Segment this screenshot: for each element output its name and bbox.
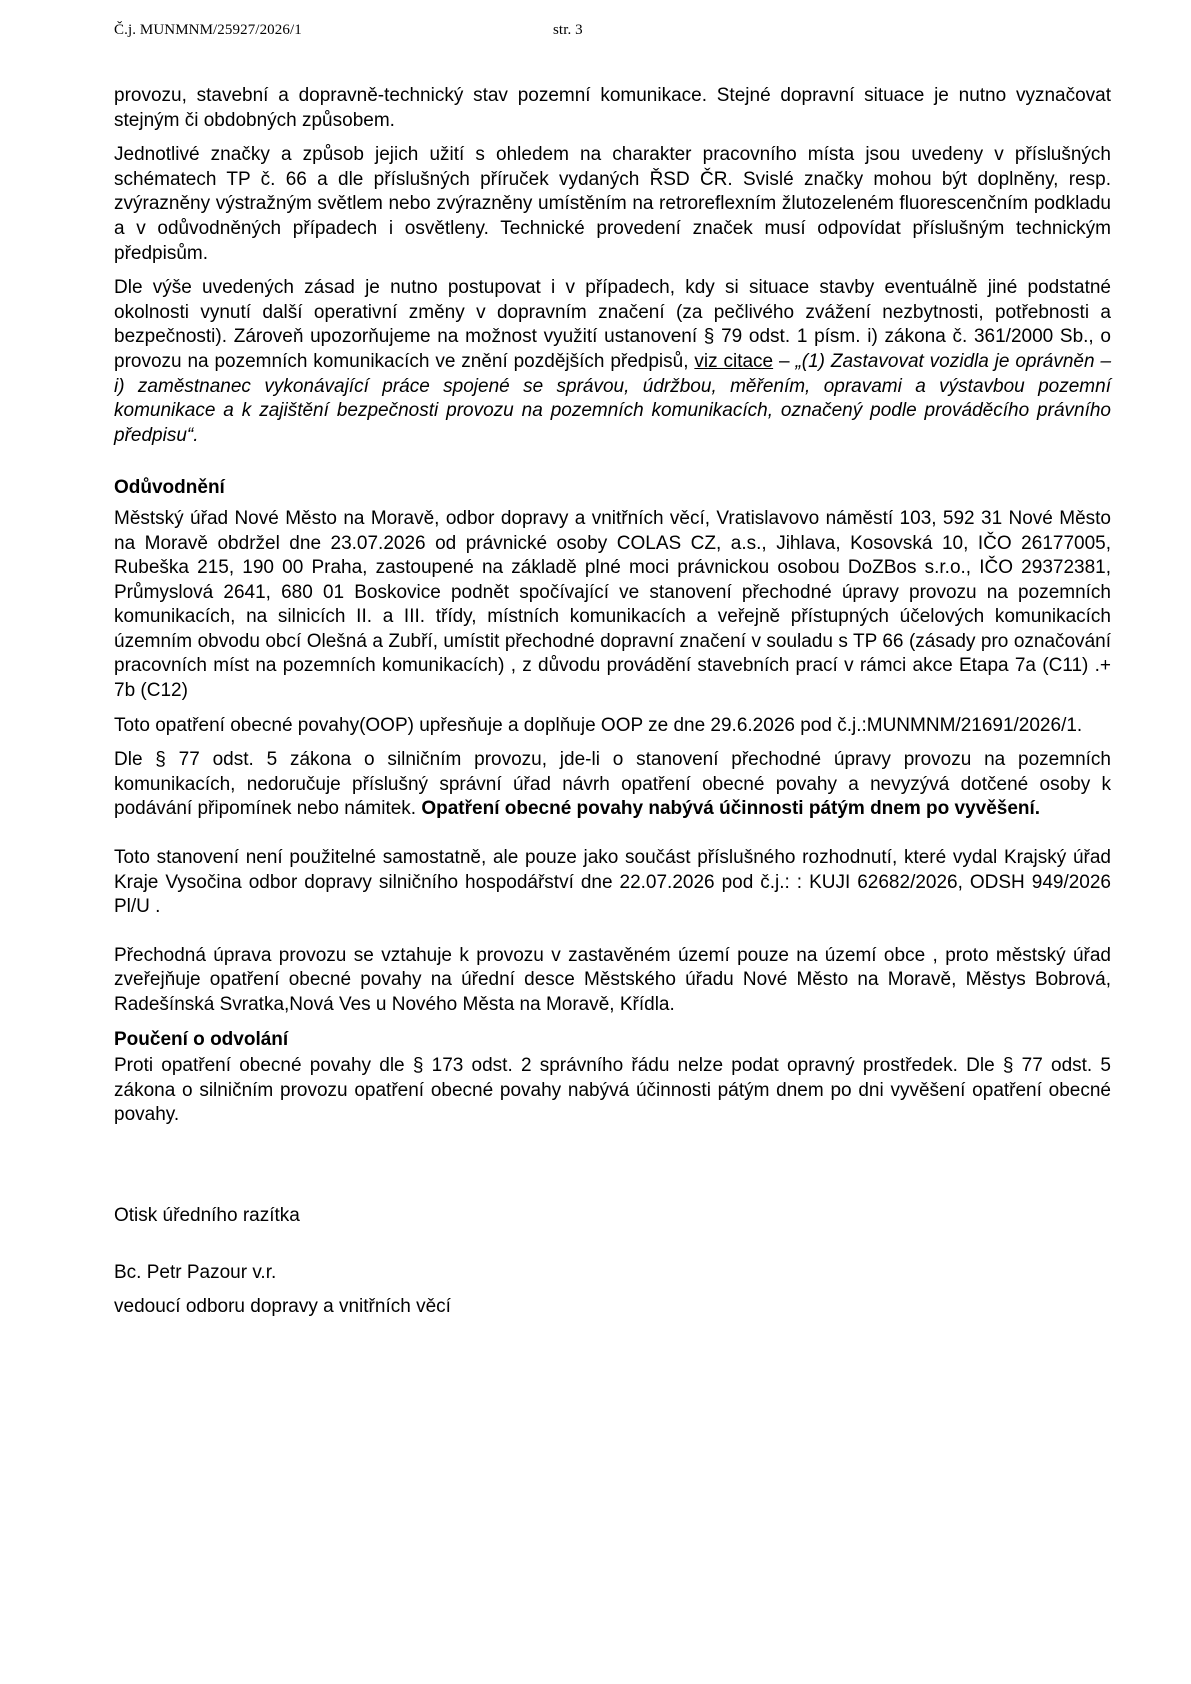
stamp-placeholder: Otisk úředního razítka bbox=[114, 1204, 300, 1226]
law-text: Dle § 77 odst. 5 zákona o silničním provozu, jde-li o stanovení přechodné úpravy provozu na pozemních komunikacích, nedoručuje příslušný správní úřad návrh opatření obecné povahy a nevyzývá dotčené osoby k podávání připomínek nebo námitek. bbox=[114, 749, 1111, 820]
signatory-name: Bc. Petr Pazour v.r. bbox=[114, 1261, 277, 1283]
citation-quote: „(1) Zastavovat vozidla je oprávněn – i) zaměstnanec vykonávající práce spojené se správou, údržbou, měřením, opravami a výstavbou pozemní komunikace a k zajištění bezpečnosti provozu na pozemních komunikacích, označený podle prováděcího právního předpisu“. bbox=[114, 350, 1112, 446]
paragraph-signs-usage: Jednotlivé značky a způsob jejich užití s ohledem na charakter pracovního místa jsou uvedeny v příslušných schématech TP č. 66 a dle příslušných příruček vydaných ŘSD ČR. Svislé značky mohou být doplněny, resp. zvýrazněny výstražným světlem nebo zvýrazněny umístěním na retroreflexním žlutozeleném fluorescenčním podkladu a v odůvodněných případech i osvětleny. Technické provedení značek musí odpovídat příslušným technickým předpisům. bbox=[114, 144, 1111, 264]
citation-link[interactable]: viz citace bbox=[694, 350, 774, 372]
paragraph-publication: Přechodná úprava provozu se vztahuje k provozu v zastavěném území pouze na území obce , proto městský úřad zveřejňuje opatření obecné povahy na úřední desce Městského úřadu Nové Město na Moravě, Městys Bobrová, Radešínská Svratka,Nová Ves u Nového Města na Moravě, Křídla. bbox=[114, 944, 1111, 1015]
paragraph-appeal: Proti opatření obecné povahy dle § 173 odst. 2 správního řádu nelze podat opravný prostředek. Dle § 77 odst. 5 zákona o silničním provozu opatření obecné povahy nabývá účinnosti pátým dnem po dni vyvěšení opatření obecné povahy. bbox=[114, 1055, 1111, 1126]
document-reference: Č.j. MUNMNM/25927/2026/1 bbox=[114, 22, 302, 38]
document-body bbox=[114, 84, 1111, 1330]
principles-text: Dle výše uvedených zásad je nutno postupovat i v případech, kdy si situace stavby eventuálně jiné podstatné okolnosti vynutí další operativní změny v dopravním značení (za pečlivého zvážení nezbytnosti, potřebnosti a bezpečnosti). Zároveň upozorňujeme na možnost využití ustanovení § 79 odst. 1 písm. i) zákona č. 361/2000 Sb., o provozu na pozemních komunikacích ve znění pozdějších předpisů, bbox=[114, 277, 1111, 372]
effectiveness-notice: Opatření obecné povahy nabývá účinnosti pátým dnem po vyvěšení. bbox=[421, 798, 1041, 820]
citation-dash: – bbox=[773, 350, 796, 372]
paragraph-justification-law bbox=[114, 748, 1111, 822]
paragraph-justification-oop: Toto opatření obecné povahy(OOP) upřesňuje a doplňuje OOP ze dne 29.6.2026 pod č.j.:MUNMNM/21691/2026/1. bbox=[114, 714, 1083, 736]
paragraph-justification-request: Městský úřad Nové Město na Moravě, odbor dopravy a vnitřních věcí, Vratislavovo náměstí 103, 592 31 Nové Město na Moravě obdržel dne 23.07.2026 od právnické osoby COLAS CZ, a.s., Jihlava, Kosovská 10, IČO 26177005, Rubeška 215, 190 00 Praha, zastoupené na základě plné moci právnickou osobou DoZBos s.r.o., IČO 29372381, Průmyslová 2641, 680 01 Boskovice podnět spočívající ve stanovení přechodné úpravy provozu na pozemních komunikacích, na silnicích II. a III. třídy, místních komunikacích a veřejně přístupných účelových komunikacích územním obvodu obcí Olešná a Zubří, umístit přechodné dopravní značení v souladu s TP 66 (zásady pro označování pracovních míst na pozemních komunikacích) , z důvodu provádění stavebních prací v rámci akce Etapa 7a (C11) .+ 7b (C12) bbox=[114, 507, 1111, 702]
signatory-title: vedoucí odboru dopravy a vnitřních věcí bbox=[114, 1296, 451, 1318]
paragraph-traffic-situations: provozu, stavební a dopravně-technický stav pozemní komunikace. Stejné dopravní situace je nutno vyznačovat stejným či obdobných způsobem. bbox=[114, 85, 1111, 131]
page-number: str. 3 bbox=[553, 22, 583, 38]
paragraph-regional-decision: Toto stanovení není použitelné samostatně, ale pouze jako součást příslušného rozhodnutí, které vydal Krajský úřad Kraje Vysočina odbor dopravy silničního hospodářství dne 22.07.2026 pod č.j.: : KUJI 62682/2026, ODSH 949/2026 Pl/U . bbox=[114, 847, 1111, 918]
justification-heading: Odůvodnění bbox=[114, 477, 225, 499]
paragraph-principles bbox=[114, 276, 1111, 448]
appeal-heading: Poučení o odvolání bbox=[114, 1028, 289, 1050]
